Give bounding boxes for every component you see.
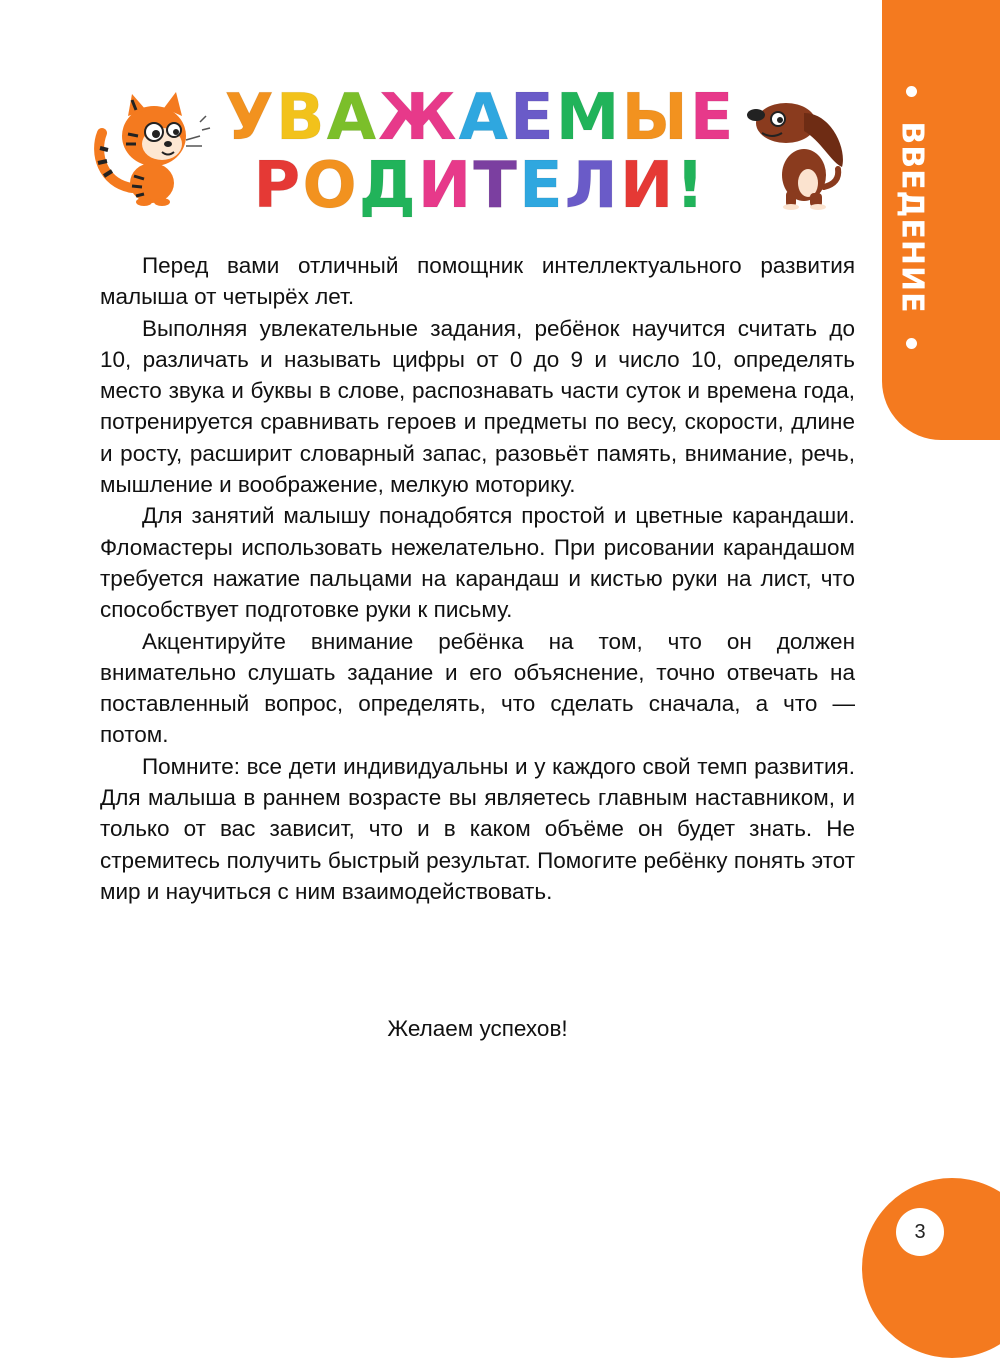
tab-dot-top [906, 86, 917, 97]
title-letter: Т [473, 149, 519, 223]
paragraph: Акцентируйте внимание ребёнка на том, что он должен внимательно слушать задание и его объяснение, точно отвечать на поставленный вопрос, определять, что сделать сначала, а что — потом. [100, 628, 855, 748]
title-letter: Ж [378, 81, 459, 155]
title-line-2 [220, 149, 740, 223]
title-letter: И [417, 149, 474, 223]
title-letter: В [275, 81, 327, 155]
title-line-1 [220, 81, 740, 155]
title-letter: О [302, 149, 359, 223]
paragraph: Помните: все дети индивидуальны и у каждого свой темп развития. Для малыша в раннем возрасте вы являетесь главным наставником, и только от вас зависит, что и в каком объёме он будет знать. Не стремитесь получить быстрый результат. Помогите ребёнку понять этот мир и научиться с ним взаимодействовать. [100, 753, 855, 904]
title-letter: У [224, 81, 276, 155]
section-label: ВВЕДЕНИЕ [894, 120, 930, 314]
title-letter: Е [510, 81, 556, 155]
title-letter: Е [689, 81, 736, 155]
page-badge [862, 1178, 1000, 1358]
paragraph: Выполняя увлекательные задания, ребёнок научится считать до 10, различать и называть цифры от 0 до 9 и число 10, определять место звука и буквы в слове, распознавать части суток и времена года, потренируется сравнивать героев и предметы по весу, скорости, длине и росту, расширит словарный запас, разовьёт память, внимание, речь, мышление и воображение, мелкую моторику. [100, 315, 855, 498]
paragraph: Перед вами отличный помощник интеллектуального развития малыша от четырёх лет. [100, 253, 855, 310]
intro-text [100, 250, 855, 907]
title-letter: Л [564, 149, 620, 223]
title-letter: А [326, 81, 379, 155]
title-letter: И [619, 149, 676, 223]
title-letter: Ы [621, 81, 690, 155]
title-letter: Д [358, 149, 418, 223]
title-letter: Р [253, 149, 303, 223]
page-number: 3 [896, 1208, 944, 1256]
title-letter: ! [675, 149, 707, 223]
closing-wish: Желаем успехов! [387, 1016, 568, 1041]
tab-dot-bottom [906, 338, 917, 349]
title-letter: М [555, 81, 622, 155]
paragraph: Для занятий малышу понадобятся простой и цветные карандаши. Фломастеры использовать нежелательно. При рисовании карандашом требуется нажатие пальцами на карандаш и кистью руки на лист, что способствует подготовке руки к письму. [100, 503, 855, 623]
title-letter: А [458, 81, 511, 155]
title-letter: Е [518, 149, 565, 223]
dog-illustration [742, 95, 857, 210]
cat-illustration [92, 88, 217, 213]
